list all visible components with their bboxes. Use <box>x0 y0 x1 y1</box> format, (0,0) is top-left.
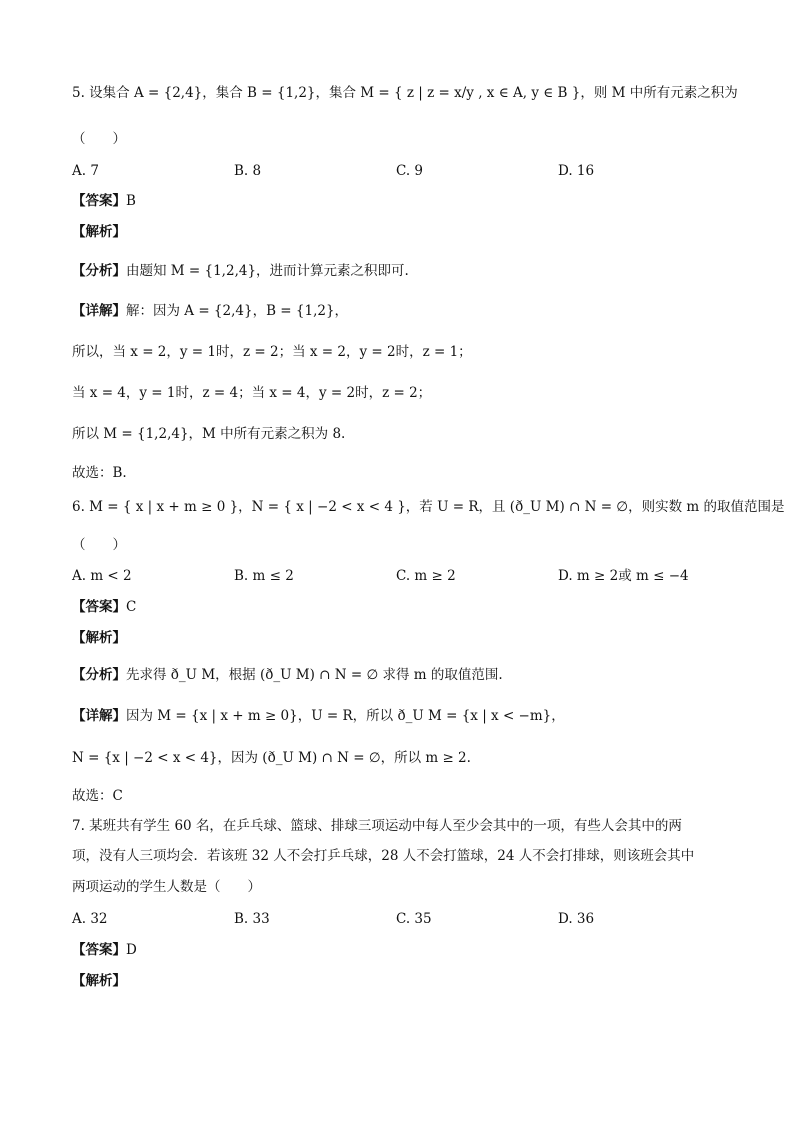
q5-stem: 5. 设集合 A = {2,4}，集合 B = {1,2}，集合 M = { z | z = x/y , x ∈ A, y ∈ B }，则 M 中所有元素之积为 <box>72 85 738 101</box>
q5-solution-line-2: 当 x = 4，y = 1时，z = 4；当 x = 4，y = 2时，z = 2； <box>72 385 432 401</box>
q6-solution-line-1: N = {x | −2 < x < 4}，因为 (ð_U M) ∩ N = ∅，所以 m ≥ 2. <box>72 750 471 766</box>
q6-xiangjie: 因为 M = {x | x + m ≥ 0}，U = R，所以 ð_U M = {x | x < −m}， <box>126 708 565 724</box>
answer-tag: 【答案】 <box>72 942 126 958</box>
q6-option-b: B. m ≤ 2 <box>234 568 294 584</box>
analysis-tag: 【解析】 <box>72 224 126 240</box>
q5-paren: （ ） <box>72 131 126 147</box>
q5-option-a: A. 7 <box>72 163 99 179</box>
q7-stem-line-3: 两项运动的学生人数是（ ） <box>72 879 261 895</box>
answer-tag: 【答案】 <box>72 193 126 209</box>
q5-option-b: B. 8 <box>234 163 262 179</box>
q6-fenxi: 先求得 ð_U M，根据 (ð_U M) ∩ N = ∅ 求得 m 的取值范围. <box>126 667 503 683</box>
q7-answer: D <box>126 942 137 958</box>
q6-option-a: A. m < 2 <box>72 568 132 584</box>
xiangjie-tag: 【详解】 <box>72 303 126 319</box>
q7-option-c: C. 35 <box>396 911 432 927</box>
q6-fenxi-line <box>72 666 503 684</box>
q5-choice: 故选：B. <box>72 465 127 481</box>
q5-answer-line <box>72 192 136 210</box>
q6-option-d: D. m ≥ 2或 m ≤ −4 <box>558 568 689 584</box>
q6-stem: 6. M = { x | x + m ≥ 0 }，N = { x | −2 < x < 4 }，若 U = R，且 (ð_U M) ∩ N = ∅，则实数 m 的取值范围是 <box>72 499 785 515</box>
q5-fenxi-line <box>72 262 409 280</box>
q7-stem-line-2: 项，没有人三项均会．若该班 32 人不会打乒乓球，28 人不会打篮球，24 人不会打排球，则该班会其中 <box>72 848 695 864</box>
answer-tag: 【答案】 <box>72 599 126 615</box>
q5-answer: B <box>126 193 136 209</box>
q5-analysis-tag <box>72 223 126 241</box>
analysis-tag: 【解析】 <box>72 630 126 646</box>
q7-answer-line <box>72 941 137 959</box>
q6-analysis-tag <box>72 629 126 647</box>
q5-solution-line-3: 所以 M = {1,2,4}，M 中所有元素之积为 8. <box>72 426 346 442</box>
q6-choice: 故选：C <box>72 788 123 804</box>
q7-option-b: B. 33 <box>234 911 270 927</box>
q7-analysis-tag <box>72 972 126 990</box>
q5-xiangjie: 解：因为 A = {2,4}，B = {1,2}， <box>126 303 349 319</box>
q5-fenxi: 由题知 M = {1,2,4}，进而计算元素之积即可. <box>126 263 409 279</box>
q6-answer-line <box>72 598 136 616</box>
q5-option-d: D. 16 <box>558 163 595 179</box>
q5-option-c: C. 9 <box>396 163 424 179</box>
fenxi-tag: 【分析】 <box>72 667 126 683</box>
xiangjie-tag: 【详解】 <box>72 708 126 724</box>
fenxi-tag: 【分析】 <box>72 263 126 279</box>
q6-paren: （ ） <box>72 537 126 553</box>
q6-xiangjie-line <box>72 707 565 725</box>
q7-option-a: A. 32 <box>72 911 108 927</box>
q6-answer: C <box>126 599 137 615</box>
q5-solution-line-1: 所以，当 x = 2，y = 1时，z = 2；当 x = 2，y = 2时，z = 1； <box>72 344 472 360</box>
q7-stem-line-1: 7. 某班共有学生 60 名，在乒乓球、篮球、排球三项运动中每人至少会其中的一项，有些人会其中的两 <box>72 818 682 834</box>
q6-option-c: C. m ≥ 2 <box>396 568 456 584</box>
analysis-tag: 【解析】 <box>72 973 126 989</box>
q5-xiangjie-line <box>72 302 348 320</box>
q7-option-d: D. 36 <box>558 911 595 927</box>
